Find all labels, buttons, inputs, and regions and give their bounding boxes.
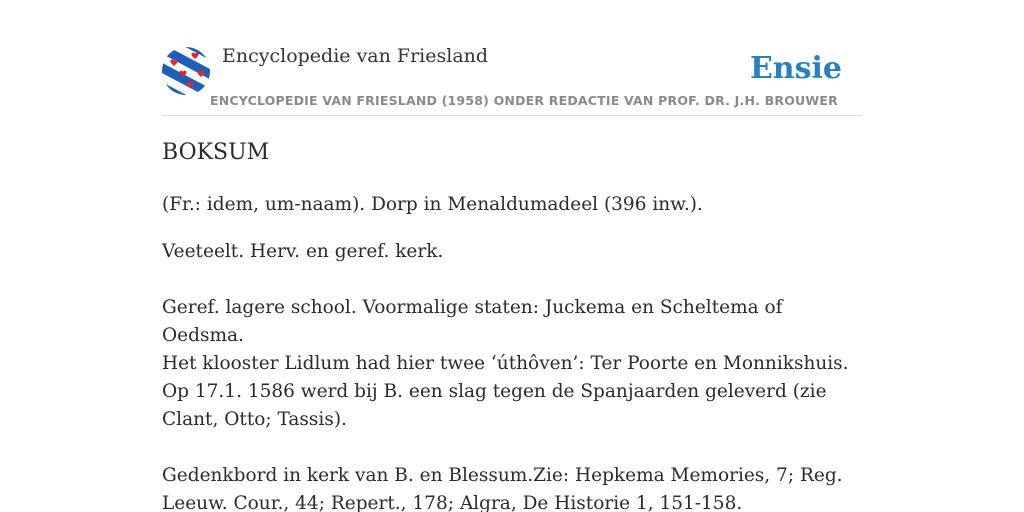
ensie-logo-link[interactable]: Ensie — [749, 51, 842, 86]
site-subtitle: ENCYCLOPEDIE VAN FRIESLAND (1958) ONDER REDACTIE VAN PROF. DR. J.H. BROUWER — [210, 93, 838, 108]
page — [162, 0, 862, 512]
site-title[interactable]: Encyclopedie van Friesland — [222, 45, 489, 67]
article-paragraph: Gedenkbord in kerk van B. en Blessum.Zie: Hepkema Memories, 7; Reg. Leeuw. Cour., 44; Repert., 178; Algra, De Historie 1, 151-158. — [162, 465, 843, 512]
article-title: BOKSUM — [162, 140, 270, 165]
frisian-flag-icon[interactable] — [162, 47, 210, 95]
header-divider — [162, 115, 862, 116]
article-paragraph: (Fr.: idem, um-naam). Dorp in Menaldumadeel (396 inw.). — [162, 194, 703, 215]
article-paragraph: Het klooster Lidlum had hier twee ‘úthôven’: Ter Poorte en Monnikshuis. Op 17.1. 1586 werd bij B. een slag tegen de Spanjaarden geleverd (zie Clant, Otto; Tassis). — [162, 353, 849, 430]
article-paragraph: Geref. lagere school. Voormalige staten: Juckema en Scheltema of Oedsma. — [162, 297, 783, 346]
article-paragraph: Veeteelt. Herv. en geref. kerk. — [162, 241, 444, 262]
